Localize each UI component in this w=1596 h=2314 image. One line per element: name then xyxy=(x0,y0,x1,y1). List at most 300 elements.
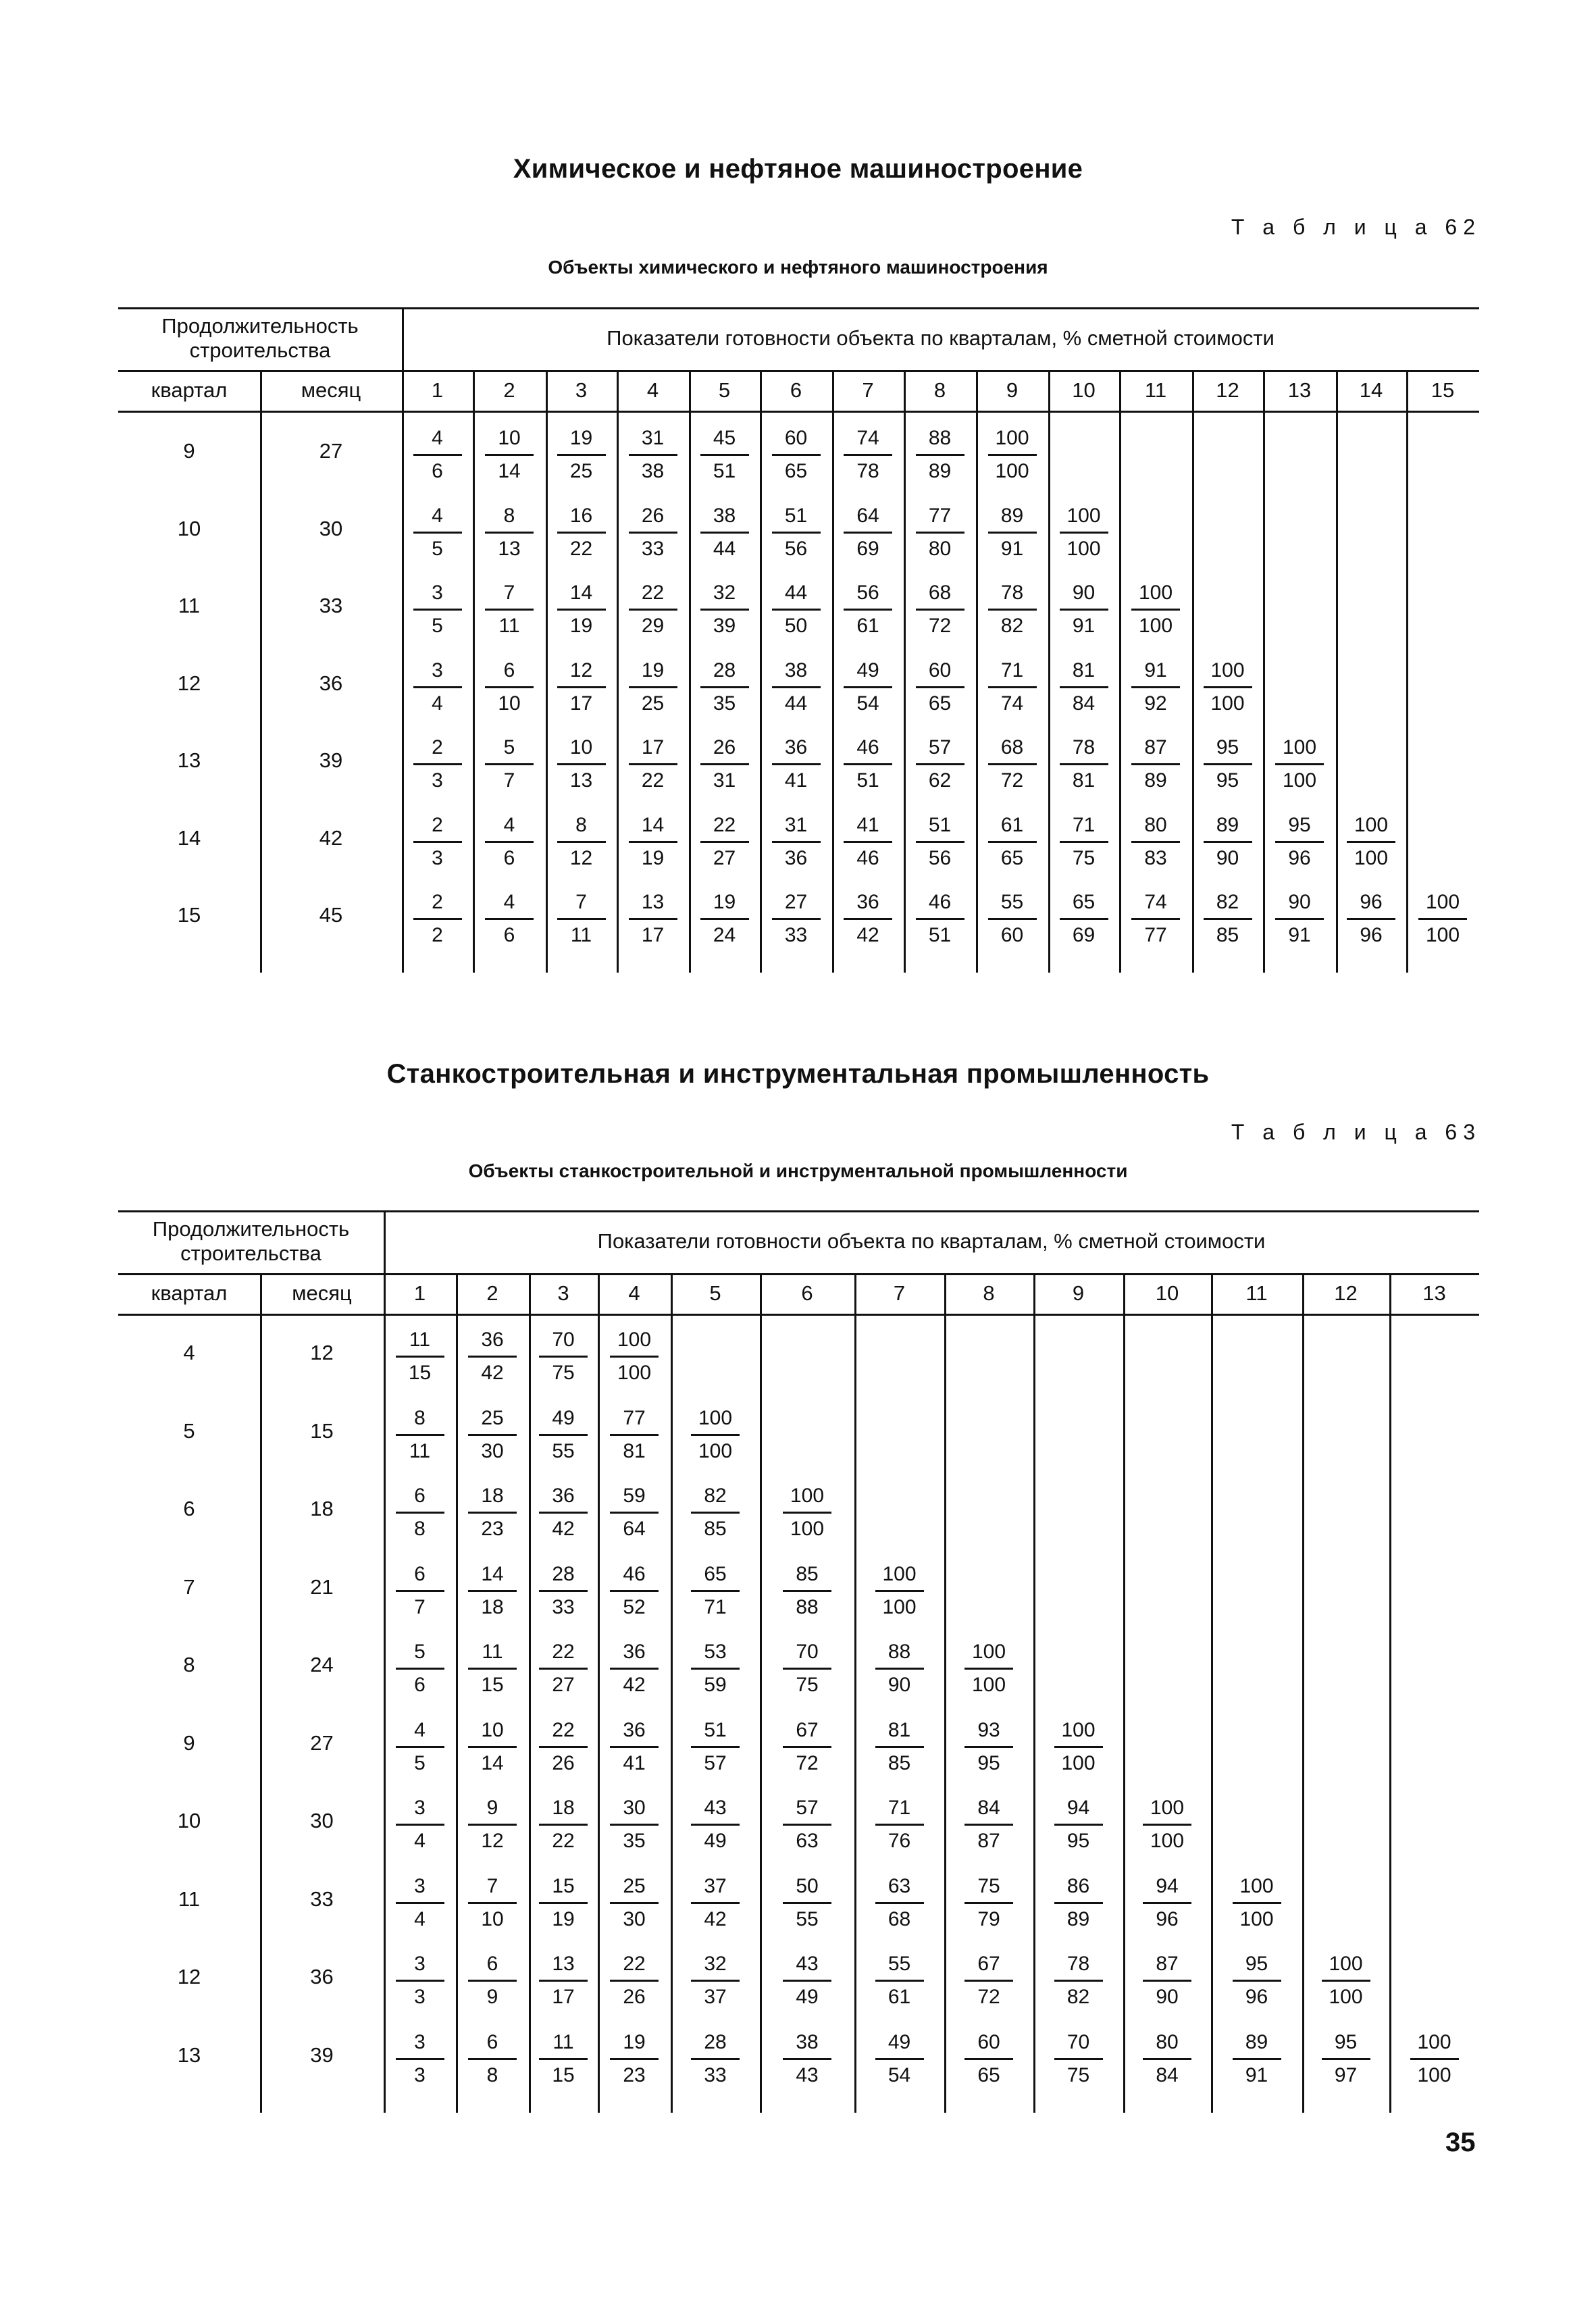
fraction-cell xyxy=(700,427,749,483)
fraction-cell xyxy=(610,1719,659,1775)
numerator: 61 xyxy=(988,814,1037,843)
numerator: 56 xyxy=(844,582,892,611)
denominator: 63 xyxy=(796,1830,819,1852)
fraction-cell xyxy=(1143,1797,1191,1853)
fraction-cell xyxy=(691,1407,740,1463)
denominator: 39 xyxy=(713,615,736,637)
fraction-cell xyxy=(964,1641,1013,1697)
denominator: 42 xyxy=(704,1907,727,1930)
denominator: 88 xyxy=(796,1595,819,1618)
denominator: 84 xyxy=(1072,692,1096,715)
quarter-cell: 9 xyxy=(183,1730,195,1755)
column-divider xyxy=(976,370,978,973)
denominator: 27 xyxy=(552,1674,575,1696)
fraction-cell xyxy=(468,1407,517,1463)
column-divider xyxy=(1119,370,1121,973)
fraction-cell xyxy=(772,814,821,870)
fraction-cell xyxy=(396,1329,444,1385)
table-top-rule xyxy=(118,307,1479,309)
denominator: 3 xyxy=(432,769,443,792)
denominator: 96 xyxy=(1360,924,1383,946)
fraction-cell xyxy=(1054,1797,1103,1853)
denominator: 11 xyxy=(570,924,592,946)
quarter-cell: 6 xyxy=(183,1497,195,1520)
fraction-cell xyxy=(1275,891,1324,947)
fraction-cell xyxy=(1054,1875,1103,1931)
numerator: 100 xyxy=(988,427,1037,456)
denominator: 23 xyxy=(623,2063,646,2086)
denominator: 51 xyxy=(928,924,952,946)
denominator: 46 xyxy=(856,846,879,869)
fraction-cell xyxy=(539,1485,588,1541)
column-number: 5 xyxy=(709,1281,721,1305)
quarter-header: квартал xyxy=(151,1281,228,1305)
fraction-cell xyxy=(413,891,462,947)
column-divider xyxy=(529,1273,531,2113)
fraction-cell xyxy=(485,736,534,792)
month-cell: 42 xyxy=(319,825,343,850)
numerator: 19 xyxy=(629,659,677,688)
denominator: 24 xyxy=(713,924,736,946)
numerator: 14 xyxy=(468,1563,517,1592)
numerator: 68 xyxy=(916,582,964,611)
column-divider xyxy=(671,1273,673,2113)
numerator: 88 xyxy=(875,1641,924,1670)
column-divider xyxy=(617,370,619,973)
quarter-cell: 10 xyxy=(177,516,201,540)
numerator: 32 xyxy=(691,1953,740,1982)
denominator: 4 xyxy=(414,1907,426,1930)
numerator: 100 xyxy=(1054,1719,1103,1748)
denominator: 80 xyxy=(928,537,952,560)
numerator: 14 xyxy=(629,814,677,843)
table-caption-63: Объекты станкостроительной и инструментальной промышленности xyxy=(468,1160,1128,1181)
fraction-cell xyxy=(691,1485,740,1541)
denominator: 10 xyxy=(481,1907,504,1930)
denominator: 26 xyxy=(552,1751,575,1774)
numerator: 46 xyxy=(844,736,892,765)
denominator: 33 xyxy=(552,1595,575,1618)
numerator: 15 xyxy=(539,1875,588,1904)
denominator: 6 xyxy=(503,924,515,946)
numerator: 3 xyxy=(396,1953,444,1982)
fraction-cell xyxy=(783,1719,831,1775)
fraction-cell xyxy=(916,505,964,561)
numerator: 43 xyxy=(783,1953,831,1982)
numerator: 71 xyxy=(1060,814,1108,843)
fraction-cell xyxy=(610,1407,659,1463)
fraction-cell xyxy=(772,505,821,561)
column-number: 6 xyxy=(801,1281,813,1305)
denominator: 100 xyxy=(995,460,1029,482)
fraction-cell xyxy=(700,505,749,561)
numerator: 10 xyxy=(485,427,534,456)
denominator: 100 xyxy=(1417,2063,1451,2086)
denominator: 5 xyxy=(432,537,443,560)
numerator: 8 xyxy=(396,1407,444,1436)
fraction-cell xyxy=(1233,1953,1281,2009)
fraction-cell xyxy=(916,891,964,947)
denominator: 36 xyxy=(784,846,808,869)
fraction-cell xyxy=(468,1797,517,1853)
numerator: 38 xyxy=(772,659,821,688)
fraction-cell xyxy=(1322,1953,1370,2009)
fraction-cell xyxy=(468,1953,517,2009)
fraction-cell xyxy=(988,505,1037,561)
numerator: 65 xyxy=(691,1563,740,1592)
numerator: 14 xyxy=(557,582,606,611)
denominator: 33 xyxy=(704,2063,727,2086)
denominator: 100 xyxy=(882,1595,917,1618)
denominator: 25 xyxy=(641,692,665,715)
fraction-cell xyxy=(485,814,534,870)
numerator: 100 xyxy=(610,1329,659,1358)
numerator: 46 xyxy=(916,891,964,920)
fraction-cell xyxy=(988,814,1037,870)
denominator: 3 xyxy=(432,846,443,869)
numerator: 100 xyxy=(1410,2031,1459,2060)
numerator: 71 xyxy=(875,1797,924,1826)
denominator: 26 xyxy=(623,1986,646,2008)
denominator: 19 xyxy=(569,615,593,637)
numerator: 8 xyxy=(485,505,534,534)
denominator: 95 xyxy=(1216,769,1239,792)
fraction-cell xyxy=(964,1719,1013,1775)
denominator: 42 xyxy=(481,1362,504,1384)
denominator: 4 xyxy=(414,1830,426,1852)
numerator: 70 xyxy=(1054,2031,1103,2060)
numerator: 44 xyxy=(772,582,821,611)
denominator: 25 xyxy=(569,460,593,482)
column-divider xyxy=(1192,370,1194,973)
numerator: 12 xyxy=(557,659,606,688)
fraction-cell xyxy=(875,1875,924,1931)
column-number: 7 xyxy=(893,1281,906,1305)
numerator: 50 xyxy=(783,1875,831,1904)
numerator: 11 xyxy=(468,1641,517,1670)
denominator: 5 xyxy=(414,1751,426,1774)
month-cell: 21 xyxy=(310,1574,334,1599)
denominator: 15 xyxy=(408,1362,432,1384)
numerator: 77 xyxy=(916,505,964,534)
denominator: 75 xyxy=(1072,846,1096,869)
denominator: 71 xyxy=(704,1595,727,1618)
column-number: 3 xyxy=(557,1281,569,1305)
duration-header: Продолжительность строительства xyxy=(161,314,359,362)
denominator: 8 xyxy=(486,2063,498,2086)
month-cell: 30 xyxy=(310,1809,334,1832)
denominator: 30 xyxy=(623,1907,646,1930)
fraction-cell xyxy=(396,1407,444,1463)
fraction-cell xyxy=(610,1329,659,1385)
denominator: 65 xyxy=(1000,846,1024,869)
column-number: 11 xyxy=(1144,378,1167,402)
denominator: 100 xyxy=(617,1362,652,1384)
fraction-cell xyxy=(1275,736,1324,792)
numerator: 36 xyxy=(539,1485,588,1514)
fraction-cell xyxy=(1233,1875,1281,1931)
numerator: 7 xyxy=(468,1875,517,1904)
denominator: 59 xyxy=(704,1674,727,1696)
column-number: 10 xyxy=(1072,378,1096,402)
numerator: 9 xyxy=(468,1797,517,1826)
denominator: 85 xyxy=(704,1518,727,1540)
fraction-cell xyxy=(610,2031,659,2087)
numerator: 7 xyxy=(557,891,606,920)
fraction-cell xyxy=(1322,2031,1370,2087)
denominator: 100 xyxy=(1282,769,1317,792)
denominator: 95 xyxy=(1066,1830,1090,1852)
numerator: 51 xyxy=(772,505,821,534)
numerator: 2 xyxy=(413,891,462,920)
numerator: 38 xyxy=(783,2031,831,2060)
fraction-cell xyxy=(1131,736,1180,792)
numerator: 100 xyxy=(1233,1875,1281,1904)
numerator: 49 xyxy=(844,659,892,688)
numerator: 84 xyxy=(964,1797,1013,1826)
numerator: 80 xyxy=(1143,2031,1191,2060)
column-number: 7 xyxy=(862,378,874,402)
numerator: 4 xyxy=(413,427,462,456)
indicators-header: Показатели готовности объекта по кварталам, % сметной стоимости xyxy=(597,1229,1266,1253)
denominator: 84 xyxy=(1156,2063,1179,2086)
numerator: 32 xyxy=(700,582,749,611)
denominator: 23 xyxy=(481,1518,504,1540)
denominator: 89 xyxy=(1066,1907,1090,1930)
fraction-cell xyxy=(396,1485,444,1541)
denominator: 10 xyxy=(498,692,521,715)
numerator: 26 xyxy=(629,505,677,534)
column-divider xyxy=(1123,1273,1125,2113)
denominator: 77 xyxy=(1144,924,1167,946)
column-divider xyxy=(689,370,691,973)
numerator: 51 xyxy=(691,1719,740,1748)
fraction-cell xyxy=(964,1953,1013,2009)
fraction-cell xyxy=(468,1329,517,1385)
fraction-cell xyxy=(700,736,749,792)
month-cell: 36 xyxy=(319,671,343,695)
fraction-cell xyxy=(691,1719,740,1775)
denominator: 12 xyxy=(569,846,593,869)
denominator: 6 xyxy=(414,1674,426,1696)
denominator: 81 xyxy=(1072,769,1096,792)
denominator: 74 xyxy=(1000,692,1024,715)
numerator: 4 xyxy=(396,1719,444,1748)
denominator: 91 xyxy=(1245,2063,1268,2086)
denominator: 72 xyxy=(977,1986,1000,2008)
column-divider xyxy=(760,370,762,973)
denominator: 100 xyxy=(971,1674,1006,1696)
fraction-cell xyxy=(485,659,534,715)
numerator: 55 xyxy=(988,891,1037,920)
numerator: 6 xyxy=(468,1953,517,1982)
fraction-cell xyxy=(1131,814,1180,870)
denominator: 41 xyxy=(784,769,808,792)
denominator: 75 xyxy=(1066,2063,1090,2086)
section-title-machine-tool: Станкостроительная и инструментальная промышленность xyxy=(386,1059,1210,1089)
denominator: 90 xyxy=(887,1674,911,1696)
denominator: 95 xyxy=(977,1751,1000,1774)
denominator: 96 xyxy=(1156,1907,1179,1930)
denominator: 44 xyxy=(784,692,808,715)
column-divider xyxy=(1406,370,1408,973)
numerator: 86 xyxy=(1054,1875,1103,1904)
fraction-cell xyxy=(875,1953,924,2009)
fraction-cell xyxy=(844,736,892,792)
fraction-cell xyxy=(557,505,606,561)
denominator: 9 xyxy=(486,1986,498,2008)
numerator: 30 xyxy=(610,1797,659,1826)
column-number: 3 xyxy=(575,378,588,402)
denominator: 54 xyxy=(887,2063,911,2086)
numerator: 3 xyxy=(413,582,462,611)
fraction-cell xyxy=(610,1563,659,1619)
denominator: 51 xyxy=(713,460,736,482)
numerator: 4 xyxy=(485,814,534,843)
numerator: 22 xyxy=(700,814,749,843)
numerator: 100 xyxy=(1131,582,1180,611)
page-number: 35 xyxy=(1445,2128,1476,2157)
denominator: 50 xyxy=(784,615,808,637)
numerator: 26 xyxy=(700,736,749,765)
denominator: 90 xyxy=(1216,846,1239,869)
numerator: 64 xyxy=(844,505,892,534)
denominator: 81 xyxy=(623,1439,646,1462)
quarter-header: квартал xyxy=(151,378,228,402)
column-divider xyxy=(944,1273,946,2113)
denominator: 83 xyxy=(1144,846,1167,869)
numerator: 38 xyxy=(700,505,749,534)
numerator: 100 xyxy=(783,1485,831,1514)
fraction-cell xyxy=(875,1641,924,1697)
fraction-cell xyxy=(916,427,964,483)
column-divider xyxy=(1389,1273,1391,2113)
quarter-cell: 8 xyxy=(183,1653,195,1676)
numerator: 81 xyxy=(875,1719,924,1748)
column-number: 4 xyxy=(646,378,659,402)
numerator: 100 xyxy=(1143,1797,1191,1826)
denominator: 92 xyxy=(1144,692,1167,715)
fraction-cell xyxy=(1060,505,1108,561)
numerator: 22 xyxy=(539,1641,588,1670)
numerator: 95 xyxy=(1275,814,1324,843)
denominator: 3 xyxy=(414,1986,426,2008)
numerator: 100 xyxy=(964,1641,1013,1670)
denominator: 5 xyxy=(432,615,443,637)
quarter-cell: 12 xyxy=(177,671,201,695)
denominator: 43 xyxy=(796,2063,819,2086)
numerator: 51 xyxy=(916,814,964,843)
denominator: 100 xyxy=(1150,1830,1185,1852)
numerator: 6 xyxy=(396,1485,444,1514)
fraction-cell xyxy=(1060,891,1108,947)
quarter-cell: 10 xyxy=(177,1809,201,1832)
denominator: 100 xyxy=(1210,692,1245,715)
column-divider xyxy=(456,1273,458,2113)
column-number: 8 xyxy=(983,1281,995,1305)
numerator: 28 xyxy=(691,2031,740,2060)
denominator: 97 xyxy=(1334,2063,1358,2086)
fraction-cell xyxy=(875,1563,924,1619)
numerator: 78 xyxy=(1054,1953,1103,1982)
numerator: 4 xyxy=(485,891,534,920)
month-cell: 33 xyxy=(310,1886,334,1911)
fraction-cell xyxy=(1143,1953,1191,2009)
denominator: 11 xyxy=(409,1439,431,1462)
denominator: 49 xyxy=(796,1986,819,2008)
column-number: 9 xyxy=(1072,1281,1085,1305)
header-rule xyxy=(118,370,1479,372)
numerator: 74 xyxy=(1131,891,1180,920)
numerator: 55 xyxy=(875,1953,924,1982)
numerator: 3 xyxy=(413,659,462,688)
column-number: 15 xyxy=(1431,378,1455,402)
fraction-cell xyxy=(610,1797,659,1853)
numerator: 6 xyxy=(485,659,534,688)
quarter-cell: 12 xyxy=(177,1965,201,1988)
denominator: 100 xyxy=(1329,1986,1363,2008)
fraction-cell xyxy=(988,659,1037,715)
numerator: 10 xyxy=(557,736,606,765)
table-caption-62: Объекты химического и нефтяного машиностроения xyxy=(548,257,1048,278)
fraction-cell xyxy=(844,582,892,638)
fraction-cell xyxy=(844,427,892,483)
numerator: 67 xyxy=(783,1719,831,1748)
header-rule xyxy=(118,1273,1479,1275)
numerator: 81 xyxy=(1060,659,1108,688)
fraction-cell xyxy=(468,1641,517,1697)
fraction-cell xyxy=(844,891,892,947)
denominator: 18 xyxy=(481,1595,504,1618)
numerator: 31 xyxy=(629,427,677,456)
table-label-62: Т а б л и ц а 62 xyxy=(1231,215,1481,239)
quarter-cell: 15 xyxy=(177,903,201,927)
denominator: 100 xyxy=(1239,1907,1274,1930)
numerator: 18 xyxy=(468,1485,517,1514)
denominator: 29 xyxy=(641,615,665,637)
denominator: 72 xyxy=(1000,769,1024,792)
column-divider xyxy=(1336,370,1338,973)
numerator: 82 xyxy=(691,1485,740,1514)
numerator: 67 xyxy=(964,1953,1013,1982)
numerator: 10 xyxy=(468,1719,517,1748)
denominator: 76 xyxy=(887,1830,911,1852)
denominator: 100 xyxy=(1061,1751,1096,1774)
fraction-cell xyxy=(413,505,462,561)
numerator: 3 xyxy=(396,1875,444,1904)
numerator: 11 xyxy=(396,1329,444,1358)
fraction-cell xyxy=(413,659,462,715)
column-divider xyxy=(473,370,475,973)
numerator: 22 xyxy=(539,1719,588,1748)
fraction-cell xyxy=(988,582,1037,638)
denominator: 56 xyxy=(928,846,952,869)
fraction-cell xyxy=(396,1719,444,1775)
fraction-cell xyxy=(1060,582,1108,638)
fraction-cell xyxy=(1131,659,1180,715)
fraction-cell xyxy=(396,1953,444,2009)
column-number: 12 xyxy=(1216,378,1239,402)
denominator: 85 xyxy=(887,1751,911,1774)
denominator: 33 xyxy=(784,924,808,946)
denominator: 52 xyxy=(623,1595,646,1618)
denominator: 65 xyxy=(928,692,952,715)
column-divider xyxy=(546,370,548,973)
column-number: 13 xyxy=(1422,1281,1446,1305)
column-number: 12 xyxy=(1334,1281,1358,1305)
numerator: 22 xyxy=(629,582,677,611)
denominator: 61 xyxy=(856,615,879,637)
